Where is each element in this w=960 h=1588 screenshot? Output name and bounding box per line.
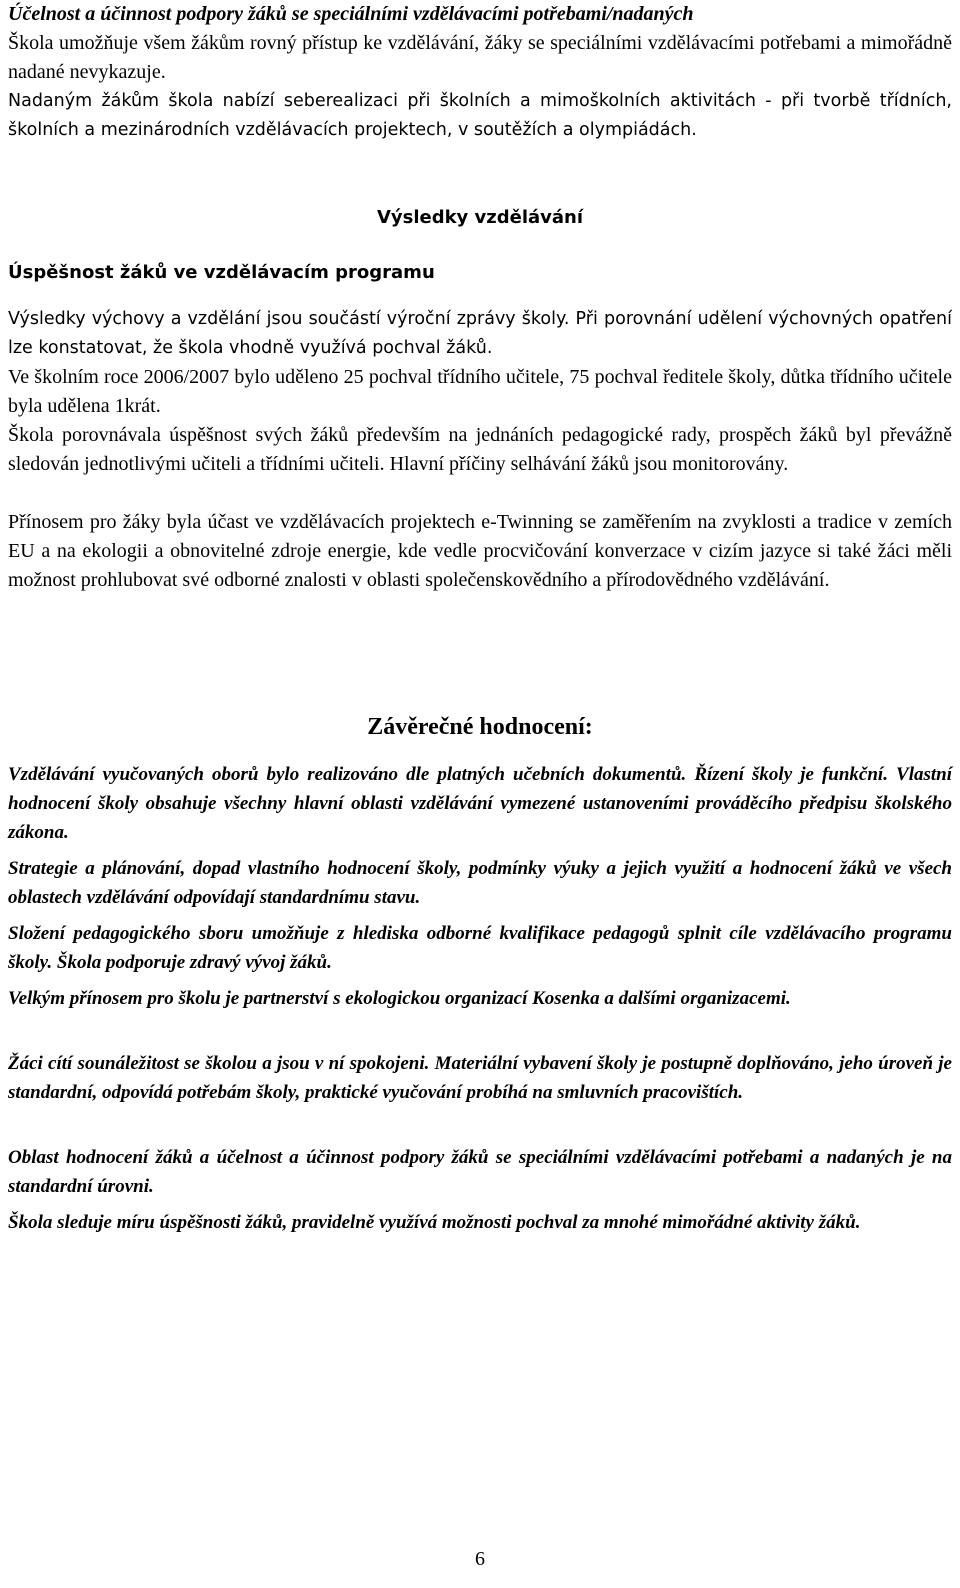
results-paragraph-2: Škola porovnávala úspěšnost svých žáků především na jednáních pedagogické rady, prospěch žáků byl převážně sledován jednotlivými učiteli a třídními učiteli. Hlavní příčiny selhávání žáků jsou monitorovány. (8, 424, 952, 475)
results-paragraph-3: Přínosem pro žáky byla účast ve vzdělávacích projektech e-Twinning se zaměřením na zvyklosti a tradice v zemích EU a na ekologii a obnovitelné zdroje energie, kde vedle procvičování konverzace v cizím jazyce si také žáci měli možnost prohlubovat své odborné znalosti v oblasti společenskovědního a přírodovědného vzdělávání. (8, 511, 952, 591)
conclusion-paragraph-3: Složení pedagogického sboru umožňuje z hlediska odborné kvalifikace pedagogů splnit cíle vzdělávacího programu školy. Škola podporuje zdravý vývoj žáků. (8, 923, 952, 973)
conclusion-paragraph-5: Žáci cítí sounáležitost se školou a jsou v ní spokojeni. Materiální vybavení školy je postupně doplňováno, jeho úroveň je standardní, odpovídá potřebám školy, praktické vyučování probíhá na smluvních pracovištích. (8, 1053, 952, 1103)
conclusion-paragraph-1: Vzdělávání vyučovaných oborů bylo realizováno dle platných učebních dokumentů. Řízení školy je funkční. Vlastní hodnocení školy obsahuje všechny hlavní oblasti vzdělávání vymezené ustanoveními prováděcího předpisu školského zákona. (8, 764, 952, 843)
conclusion-paragraph-6: Oblast hodnocení žáků a účelnost a účinnost podpory žáků se speciálními vzdělávacími potřebami a nadaných je na standardní úrovni. (8, 1147, 952, 1197)
support-paragraph-1: Škola umožňuje všem žákům rovný přístup ke vzdělávání, žáky se speciálními vzdělávacími potřebami a mimořádně nadané nevykazuje. (8, 32, 952, 83)
conclusion-paragraph-7: Škola sleduje míru úspěšnosti žáků, pravidelně využívá možnosti pochval za mnohé mimořádné aktivity žáků. (8, 1212, 861, 1233)
results-subheading: Úspěšnost žáků ve vzdělávacím programu (8, 262, 435, 283)
document-page (8, 0, 952, 1588)
results-paragraph-1-part-a: Výsledky výchovy a vzdělání jsou součástí výroční zprávy školy. Při porovnání udělení výchovných opatření lze konstatovat, že škola vhodně využívá pochval žáků. (8, 309, 952, 358)
conclusion-paragraph-4: Velkým přínosem pro školu je partnerství s ekologickou organizací Kosenka a dalšími organizacemi. (8, 988, 791, 1009)
results-paragraph-1-part-b: Ve školním roce 2006/2007 bylo uděleno 25 pochval třídního učitele, 75 pochval ředitele školy, důtka třídního učitele byla udělena 1krát. (8, 366, 952, 417)
conclusion-paragraph-2: Strategie a plánování, dopad vlastního hodnocení školy, podmínky výuky a jejich využití a hodnocení žáků ve všech oblastech vzdělávání odpovídají standardnímu stavu. (8, 858, 952, 908)
conclusion-heading: Závěrečné hodnocení: (367, 714, 593, 740)
page-number: 6 (475, 1548, 485, 1570)
results-heading: Výsledky vzdělávání (376, 207, 584, 228)
support-section-title: Účelnost a účinnost podpory žáků se speciálními vzdělávacími potřebami/nadaných (8, 3, 694, 25)
support-paragraph-2: Nadaným žákům škola nabízí seberealizaci při školních a mimoškolních aktivitách - při tvorbě třídních, školních a mezinárodních vzdělávacích projektech, v soutěžích a olympiádách. (8, 91, 952, 140)
